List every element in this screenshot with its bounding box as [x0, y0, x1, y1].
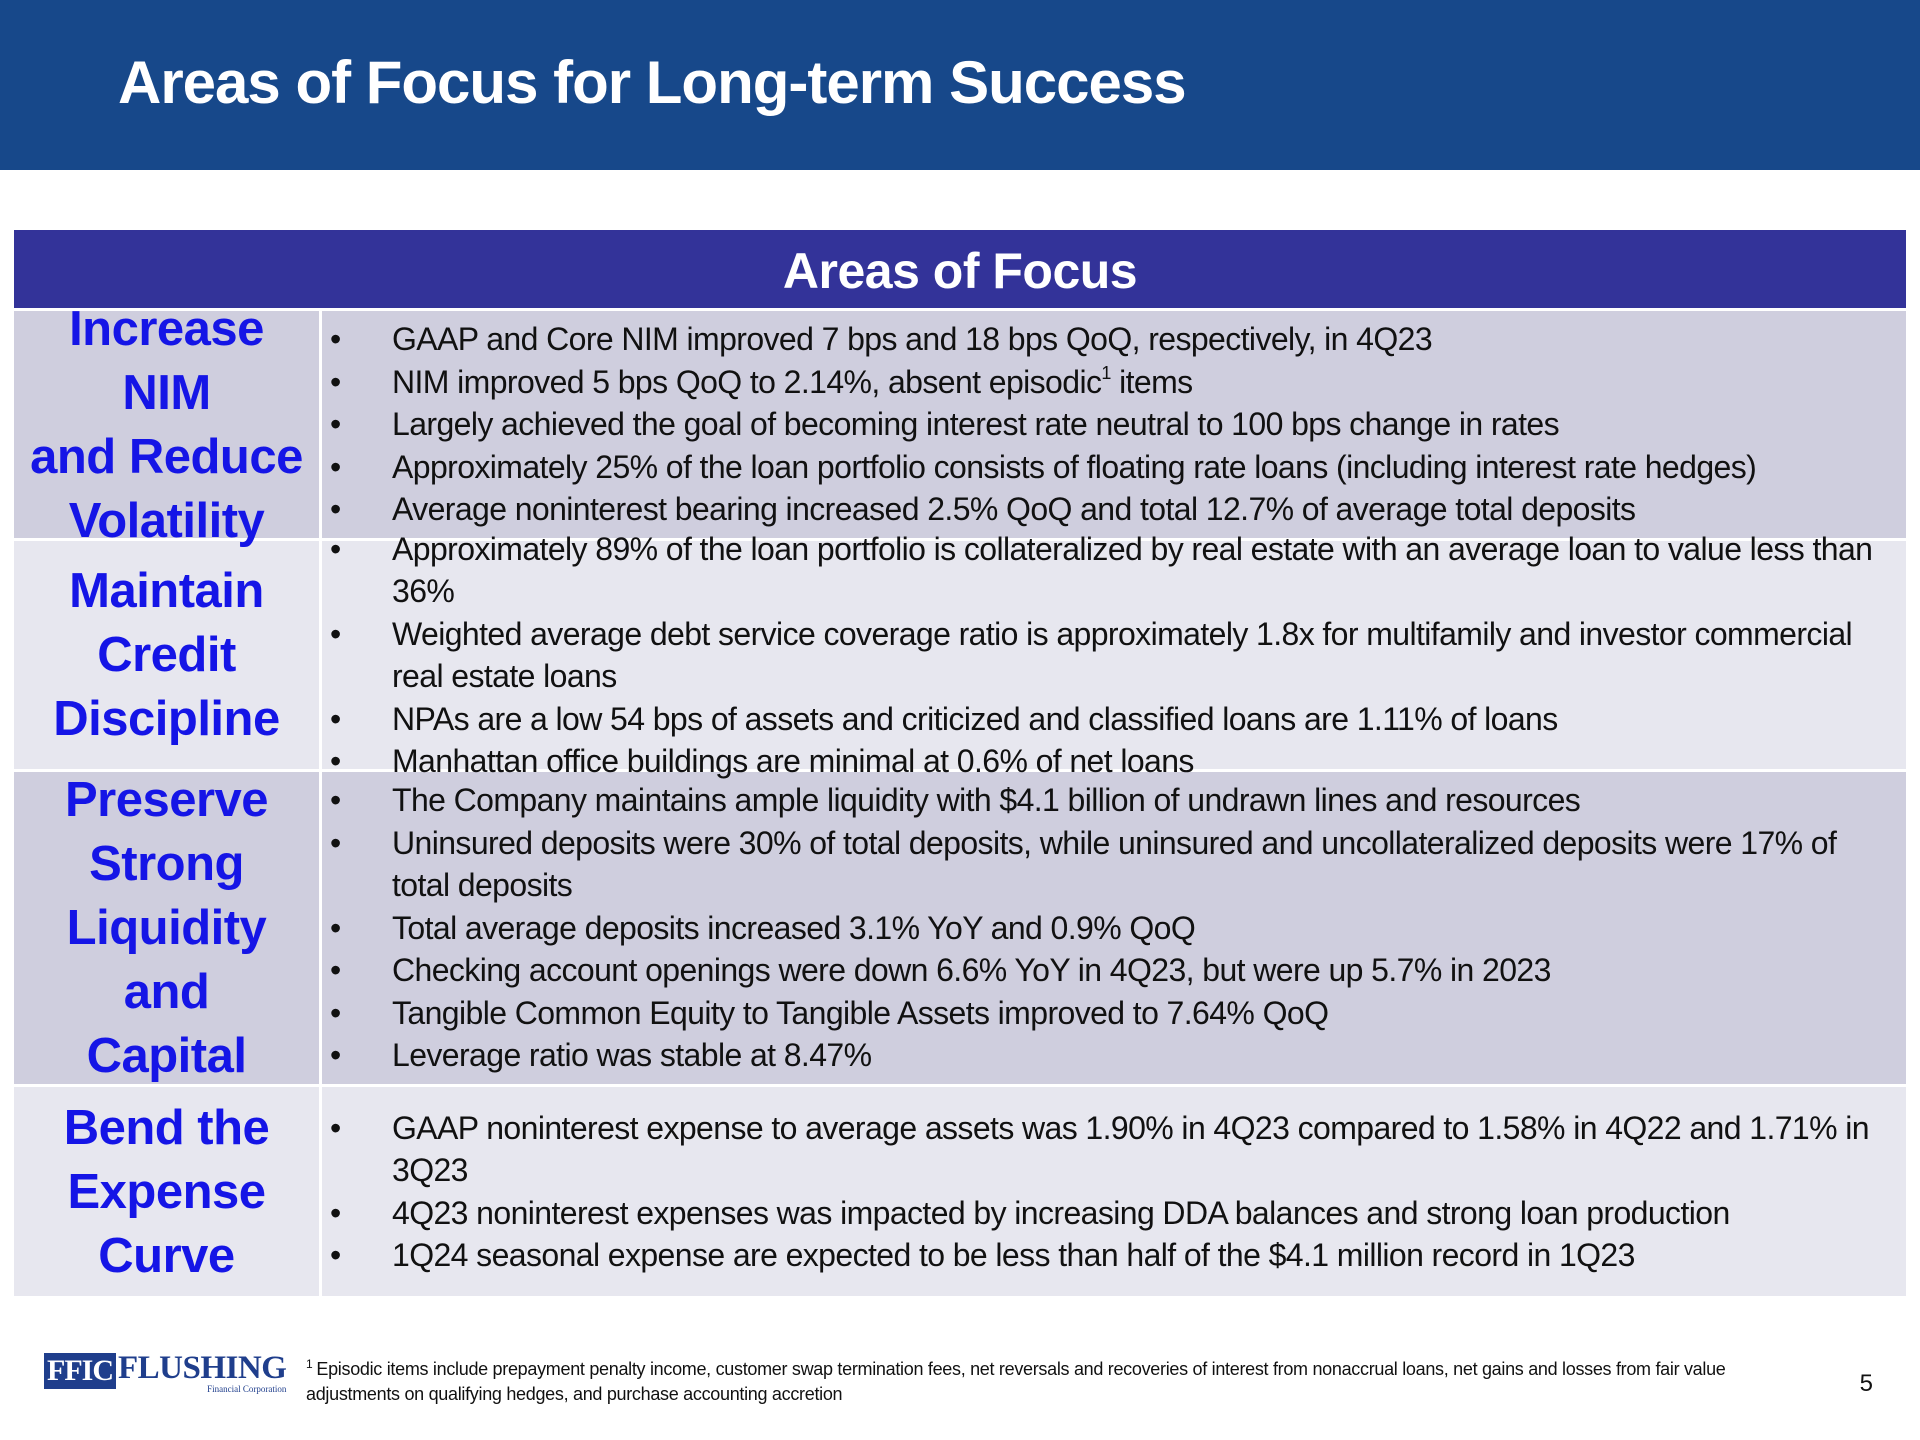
row-body [322, 1087, 1906, 1296]
page-number: 5 [1859, 1370, 1873, 1397]
list-item [322, 992, 1896, 1035]
logo-subtitle: Financial Corporation [207, 1384, 287, 1394]
bullet-text: Tangible Common Equity to Tangible Assets improved to 7.64% QoQ [392, 994, 1329, 1031]
bullet-text: Largely achieved the goal of becoming interest rate neutral to 100 bps change in rates [392, 406, 1559, 443]
footnote-reference: 1 [1101, 362, 1111, 383]
bullet-icon: • [330, 448, 341, 485]
row-liquidity-capital [14, 769, 1906, 1084]
bullet-icon: • [330, 824, 341, 861]
bullet-icon: • [330, 1037, 341, 1074]
bullet-icon: • [330, 1109, 341, 1146]
bullet-text: Average noninterest bearing increased 2.5% QoQ and total 12.7% of average total deposits [392, 491, 1636, 528]
row-title-line: Strong [89, 837, 244, 891]
list-item [322, 949, 1896, 992]
row-title-line: Volatility [68, 493, 265, 548]
list-item [322, 779, 1896, 822]
logo-wordmark [118, 1350, 287, 1395]
list-item [322, 1192, 1896, 1235]
footnote-text: Episodic items include prepayment penalty income, customer swap termination fees, net reversals and recoveries of interest from nonaccrual loans, net gains and losses from fair value adjustments on qualifying hedges, and purchase accounting accretion [306, 1359, 1726, 1404]
bullet-icon: • [330, 909, 341, 946]
row-title-line: Increase NIM [69, 301, 264, 420]
bullet-icon: • [330, 1194, 341, 1231]
bullet-text: Checking account openings were down 6.6% YoY in 4Q23, but were up 5.7% in 2023 [392, 952, 1551, 989]
logo-ffic-box: FFIC [44, 1353, 116, 1389]
bullet-text: Approximately 89% of the loan portfolio is collateralized by real estate with an average loan to value less than 36% [392, 530, 1873, 609]
row-title-line: Curve [98, 1228, 235, 1283]
bullet-icon: • [330, 363, 341, 400]
row-title-line: Liquidity and [66, 901, 267, 1019]
bullet-text: NIM improved 5 bps QoQ to 2.14%, absent episodic [392, 363, 1102, 400]
slide-header [0, 0, 1920, 170]
row-expense-curve [14, 1084, 1906, 1296]
bullet-text: Total average deposits increased 3.1% YoY and 0.9% QoQ [392, 909, 1196, 946]
bullet-icon: • [330, 530, 341, 567]
bullet-text: 4Q23 noninterest expenses was impacted by increasing DDA balances and strong loan production [392, 1194, 1730, 1231]
list-item [322, 1107, 1896, 1192]
bullet-list [322, 318, 1906, 531]
footnote [306, 1352, 1776, 1407]
bullet-icon: • [330, 615, 341, 652]
list-item [322, 318, 1896, 361]
slide-title: Areas of Focus for Long-term Success [118, 49, 1186, 116]
bullet-text: The Company maintains ample liquidity with $4.1 billion of undrawn lines and resources [392, 782, 1581, 819]
bullet-text: Uninsured deposits were 30% of total deposits, while uninsured and uncollateralized deposits were 17% of total deposits [392, 824, 1837, 904]
bullet-text-tail: items [1110, 363, 1193, 400]
bullet-list [322, 1107, 1906, 1277]
bullet-icon: • [330, 1237, 341, 1273]
bullet-list [322, 779, 1906, 1077]
bullet-icon: • [330, 321, 341, 358]
bullet-text: GAAP and Core NIM improved 7 bps and 18 bps QoQ, respectively, in 4Q23 [392, 321, 1433, 358]
bullet-text: GAAP noninterest expense to average assets was 1.90% in 4Q23 compared to 1.58% in 4Q22 and 1.71% in 3Q23 [392, 1109, 1869, 1188]
bullet-text: Manhattan office buildings are minimal at 0.6% of net loans [392, 743, 1194, 779]
list-item [322, 907, 1896, 950]
bullet-icon: • [330, 782, 341, 819]
bullet-list [322, 528, 1906, 783]
row-credit-discipline [14, 530, 1906, 779]
bullet-icon: • [330, 743, 341, 779]
list-item [322, 698, 1896, 741]
row-title [14, 541, 322, 769]
list-item [322, 822, 1896, 907]
row-body [322, 772, 1906, 1084]
row-title-line: and Reduce [30, 429, 303, 484]
bullet-icon: • [330, 994, 341, 1031]
row-title-line: Expense [67, 1164, 266, 1219]
row-title-line: Capital [86, 1029, 247, 1083]
list-item [322, 403, 1896, 446]
row-body [322, 530, 1906, 779]
row-body [322, 311, 1906, 538]
bullet-icon: • [330, 406, 341, 443]
row-title-line: Bend the [63, 1100, 270, 1155]
row-title-line: Maintain [69, 564, 264, 618]
bullet-text: Approximately 25% of the loan portfolio consists of floating rate loans (including interest rate hedges) [392, 448, 1757, 485]
row-increase-nim [14, 301, 1906, 548]
row-title [14, 1087, 322, 1296]
list-item [322, 740, 1896, 783]
list-item [322, 1034, 1896, 1077]
bullet-icon: • [330, 491, 341, 528]
bullet-icon: • [330, 700, 341, 737]
list-item [322, 361, 1896, 404]
bullet-text: Leverage ratio was stable at 8.47% [392, 1037, 872, 1074]
row-title [14, 301, 322, 548]
list-item [322, 613, 1896, 698]
bullet-text: 1Q24 seasonal expense are expected to be less than half of the $4.1 million record in 1Q23 [392, 1237, 1635, 1273]
bullet-icon: • [330, 952, 341, 989]
row-title-line: Preserve [64, 773, 269, 827]
row-title-line: Credit [97, 628, 236, 682]
footnote-mark: 1 [306, 1357, 313, 1371]
list-item [322, 528, 1896, 613]
row-title-line: Discipline [53, 692, 280, 746]
list-item [322, 488, 1896, 531]
focus-table [14, 230, 1906, 1296]
logo-name: FLUSHING [118, 1350, 287, 1386]
bullet-text: Weighted average debt service coverage ratio is approximately 1.8x for multifamily and investor commercial real estate loans [392, 615, 1853, 694]
company-logo [44, 1350, 287, 1397]
row-title [14, 772, 322, 1084]
list-item [322, 1234, 1896, 1277]
table-header: Areas of Focus [14, 230, 1906, 308]
bullet-text: NPAs are a low 54 bps of assets and criticized and classified loans are 1.11% of loans [392, 700, 1558, 737]
list-item [322, 446, 1896, 489]
